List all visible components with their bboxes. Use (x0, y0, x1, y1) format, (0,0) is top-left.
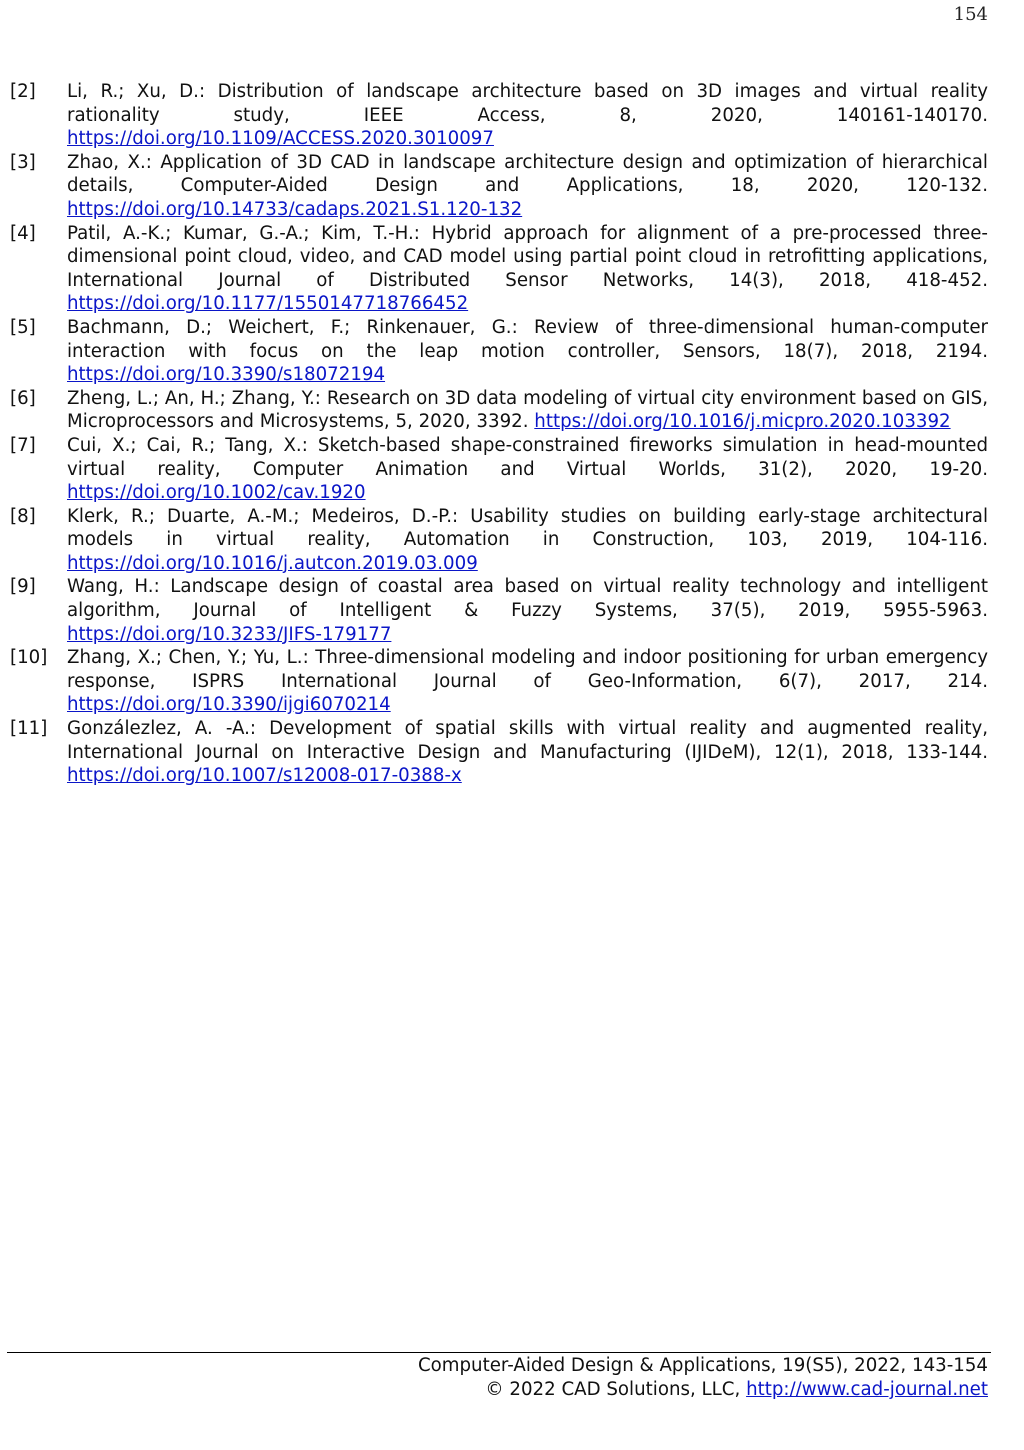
reference-text: Cui, X.; Cai, R.; Tang, X.: Sketch‐based shape‐constrained fireworks simulation in head‐mounted virtual reality, Computer Animation and Virtual Worlds, 31(2), 2020, 19-20. (67, 434, 988, 480)
doi-link[interactable]: https://doi.org/10.1177/1550147718766452 (67, 293, 469, 315)
reference-text: Patil, A.-K.; Kumar, G.-A.; Kim, T.-H.: Hybrid approach for alignment of a pre-processed three-dimensional point cloud, video, and CAD model using partial point cloud in retrofitting applications, International Journal of Distributed Sensor Networks, 14(3), 2018, 418-452. (67, 222, 988, 291)
reference-number: [7] (10, 434, 36, 456)
reference-body (67, 316, 988, 387)
journal-citation: Computer-Aided Design & Applications, 19(S5), 2022, 143-154 (417, 1355, 988, 1376)
reference-text: Zheng, L.; An, H.; Zhang, Y.: Research on 3D data modeling of virtual city environment based on GIS, Microprocessors and Microsystems, 5, 2020, 3392. (67, 387, 988, 433)
reference-item (10, 575, 988, 646)
reference-body (67, 505, 988, 576)
reference-item (10, 80, 988, 151)
doi-link[interactable]: https://doi.org/10.14733/cadaps.2021.S1.120-132 (67, 198, 523, 220)
reference-body (67, 151, 988, 222)
page-footer (418, 1354, 988, 1402)
reference-body (67, 646, 988, 717)
reference-body (67, 434, 988, 505)
copyright-line (418, 1378, 988, 1402)
reference-item (10, 316, 988, 387)
reference-number: [3] (10, 151, 36, 173)
reference-text: Zhang, X.; Chen, Y.; Yu, L.: Three-dimensional modeling and indoor positioning for urban emergency response, ISPRS International Journal of Geo-Information, 6(7), 2017, 214. (67, 647, 988, 692)
reference-text: Wang, H.: Landscape design of coastal area based on virtual reality technology and intelligent algorithm, Journal of Intelligent & Fuzzy Systems, 37(5), 2019, 5955-5963. (67, 576, 988, 622)
reference-text: Zhao, X.: Application of 3D CAD in landscape architecture design and optimization of hierarchical details, Computer-Aided Design and Applications, 18, 2020, 120-132. (67, 151, 988, 197)
reference-body (67, 575, 988, 646)
reference-item (10, 505, 988, 576)
doi-link[interactable]: https://doi.org/10.1002/cav.1920 (67, 482, 366, 504)
doi-link[interactable]: https://doi.org/10.3233/JIFS-179177 (67, 623, 392, 645)
page-number: 154 (953, 4, 988, 25)
reference-body (67, 80, 988, 151)
doi-link[interactable]: https://doi.org/10.1007/s12008-017-0388-x (67, 765, 462, 787)
reference-item (10, 387, 988, 434)
reference-body (67, 387, 988, 434)
reference-item (10, 646, 988, 717)
reference-item (10, 717, 988, 788)
doi-link[interactable]: https://doi.org/10.1016/j.micpro.2020.103392 (534, 411, 951, 433)
doi-link[interactable]: https://doi.org/10.1016/j.autcon.2019.03.009 (67, 552, 478, 574)
reference-number: [10] (10, 647, 48, 669)
reference-text: Li, R.; Xu, D.: Distribution of landscape architecture based on 3D images and virtual reality rationality study, IEEE Access, 8, 2020, 140161-140170. (67, 81, 988, 126)
doi-link[interactable]: https://doi.org/10.3390/ijgi6070214 (67, 694, 391, 716)
reference-number: [9] (10, 576, 36, 598)
reference-text: Bachmann, D.; Weichert, F.; Rinkenauer, G.: Review of three-dimensional human-computer interaction with focus on the leap motion controller, Sensors, 18(7), 2018, 2194. (67, 316, 988, 362)
copyright-text: © 2022 CAD Solutions, LLC, (485, 1379, 741, 1400)
reference-number: [4] (10, 222, 36, 244)
reference-number: [8] (10, 505, 36, 527)
reference-item (10, 434, 988, 505)
reference-number: [11] (10, 718, 48, 740)
reference-number: [6] (10, 387, 36, 409)
reference-text: Klerk, R.; Duarte, A.-M.; Medeiros, D.-P.: Usability studies on building early-stage architectural models in virtual reality, Automation in Construction, 103, 2019, 104-116. (67, 505, 988, 551)
reference-body (67, 717, 988, 788)
reference-body (67, 222, 988, 316)
reference-item (10, 151, 988, 222)
reference-number: [2] (10, 81, 36, 102)
doi-link[interactable]: https://doi.org/10.1109/ACCESS.2020.3010097 (67, 128, 494, 150)
reference-text: Gonzálezlez, A. -A.: Development of spatial skills with virtual reality and augmented reality, International Journal on Interactive Design and Manufacturing (IJIDeM), 12(1), 2018, 133-144. (67, 718, 988, 763)
journal-site-link[interactable]: http://www.cad-journal.net (746, 1379, 988, 1400)
reference-item (10, 222, 988, 316)
reference-number: [5] (10, 316, 36, 338)
reference-list (10, 80, 988, 788)
doi-link[interactable]: https://doi.org/10.3390/s18072194 (67, 364, 386, 386)
footer-divider (7, 1352, 991, 1353)
